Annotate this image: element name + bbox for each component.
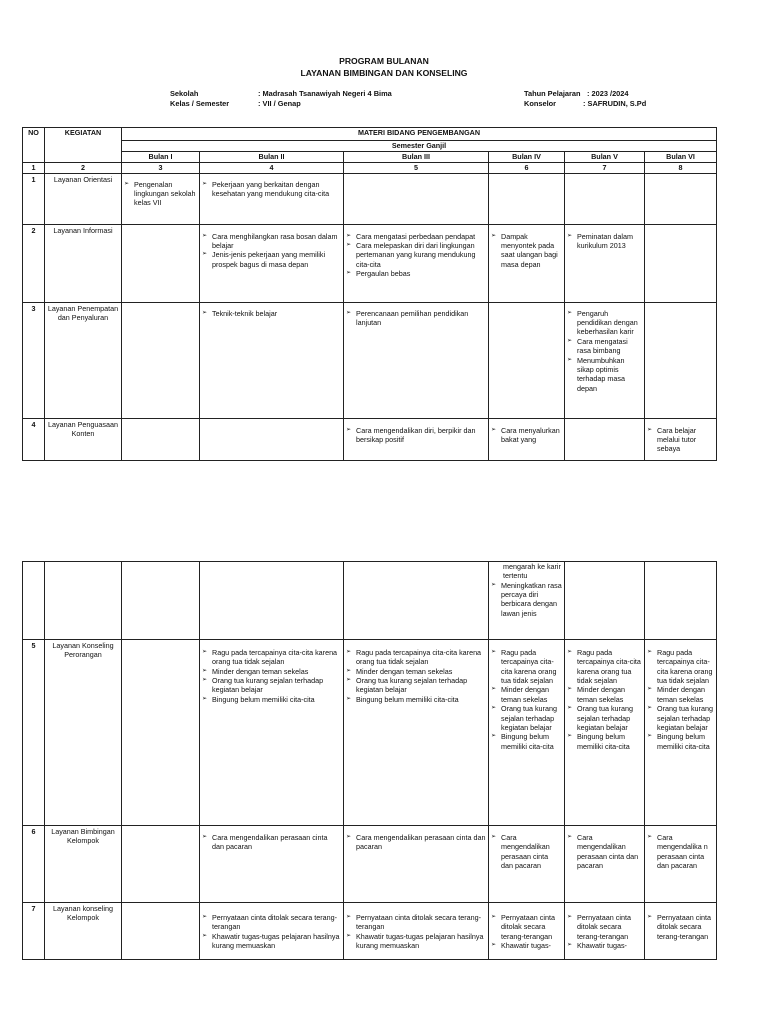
month-header: Bulan III (344, 151, 489, 162)
bullet-list (346, 913, 486, 950)
list-item-text: Cara mengendalikan diri, berpikir dan bersikap positif (356, 425, 476, 445)
month-cell (122, 302, 200, 418)
arrowhead-bullet-icon: ➢ (491, 581, 497, 588)
row-number: 4 (23, 418, 45, 460)
list-item-text: Minder dengan teman sekelas (356, 666, 453, 676)
bullet-list (346, 232, 486, 279)
arrowhead-bullet-icon: ➢ (124, 180, 130, 187)
row-number: 1 (23, 173, 45, 224)
arrowhead-bullet-icon: ➢ (491, 914, 497, 920)
month-cell (122, 640, 200, 826)
list-item (567, 732, 642, 751)
arrowhead-bullet-icon: ➢ (567, 705, 573, 712)
list-item (567, 337, 642, 356)
arrowhead-bullet-icon: ➢ (202, 932, 208, 939)
arrowhead-bullet-icon: ➢ (346, 932, 352, 939)
month-cell (645, 418, 717, 460)
arrowhead-bullet-icon: ➢ (491, 426, 497, 433)
list-item (491, 581, 562, 618)
list-item-text: Cara mengendalikan perasaan cinta dan pacaran (501, 833, 550, 871)
month-cell (565, 418, 645, 460)
list-item (491, 685, 562, 704)
arrowhead-bullet-icon: ➢ (567, 686, 573, 693)
arrowhead-bullet-icon: ➢ (202, 251, 208, 258)
column-number: 7 (565, 162, 645, 173)
table-row (23, 173, 717, 224)
list-item (491, 833, 562, 870)
arrowhead-bullet-icon: ➢ (346, 426, 352, 433)
empty-cell (23, 562, 45, 640)
list-item-text: Bingung belum memiliki cita-cita (657, 732, 710, 751)
list-item-text: Bingung belum memiliki cita-cita (356, 694, 459, 704)
list-item (202, 250, 341, 269)
table-row (23, 302, 717, 418)
arrowhead-bullet-icon: ➢ (567, 834, 573, 840)
arrowhead-bullet-icon: ➢ (491, 232, 497, 239)
list-item (124, 180, 197, 208)
month-header: Bulan II (200, 151, 344, 162)
table-row (23, 562, 717, 640)
list-item (567, 356, 642, 393)
arrowhead-bullet-icon: ➢ (567, 942, 573, 949)
list-item-text: Khawatir tugas-tugas pelajaran hasilnya kurang memuaskan (212, 931, 340, 951)
month-cell (645, 903, 717, 960)
list-item (647, 704, 714, 732)
month-cell (489, 418, 565, 460)
list-item (346, 695, 486, 704)
arrowhead-bullet-icon: ➢ (647, 649, 653, 655)
empty-cell (122, 562, 200, 640)
list-item (202, 180, 341, 199)
semester-header: Semester Ganjil (122, 141, 717, 152)
row-kegiatan: Layanan Penempatan dan Penyaluran (45, 302, 122, 418)
list-item-text: Pernyataan cinta ditolak secara terang-terangan (657, 913, 711, 941)
row-kegiatan: Layanan Informasi (45, 224, 122, 302)
list-item-text: Minder dengan teman sekelas (212, 666, 309, 676)
list-item (491, 732, 562, 751)
table-row (23, 826, 717, 903)
list-item (346, 269, 486, 278)
list-item (491, 913, 562, 941)
list-item-text: Cara melepaskan diri dari lingkungan pertemanan yang kurang mendukung cita-cita (356, 241, 476, 269)
month-cell (344, 224, 489, 302)
sekolah-value: : Madrasah Tsanawiyah Negeri 4 Bima (258, 89, 392, 98)
arrowhead-bullet-icon: ➢ (202, 834, 208, 840)
month-cell (344, 826, 489, 903)
list-item (647, 426, 714, 454)
list-item (202, 833, 341, 852)
list-item (346, 426, 486, 445)
row-kegiatan: Layanan Bimbingan Kelompok (45, 826, 122, 903)
program-title: PROGRAM BULANAN (339, 56, 429, 66)
table-row (23, 418, 717, 460)
arrowhead-bullet-icon: ➢ (491, 649, 497, 655)
month-header: Bulan VI (645, 151, 717, 162)
row-kegiatan: Layanan Penguasaan Konten (45, 418, 122, 460)
arrowhead-bullet-icon: ➢ (567, 356, 573, 363)
month-header: Bulan IV (489, 151, 565, 162)
bullet-list (346, 426, 486, 445)
list-item (346, 676, 486, 695)
arrowhead-bullet-icon: ➢ (567, 337, 573, 344)
list-item-text: Pengaruh pendidikan dengan keberhasilan karir (577, 308, 638, 337)
bullet-list (124, 180, 197, 208)
list-item (567, 648, 642, 685)
arrowhead-bullet-icon: ➢ (346, 270, 352, 277)
list-item (202, 232, 341, 251)
list-item-text: Ragu pada tercapainya cita-cita karena orang tua tidak sejalan (577, 648, 641, 686)
month-cell (344, 302, 489, 418)
list-item (202, 932, 341, 951)
tahun-value: : 2023 /2024 (587, 89, 629, 98)
bullet-list (202, 913, 341, 950)
list-item-text: Jenis-jenis pekerjaan yang memiliki prospek bagus di masa depan (212, 250, 326, 269)
bullet-list (202, 833, 341, 852)
arrowhead-bullet-icon: ➢ (346, 649, 352, 655)
arrowhead-bullet-icon: ➢ (567, 232, 573, 239)
list-item (202, 648, 341, 667)
kelas-label: Kelas / Semester (170, 99, 230, 108)
month-cell (489, 224, 565, 302)
arrowhead-bullet-icon: ➢ (491, 834, 497, 840)
bullet-list (491, 648, 562, 751)
list-item (567, 685, 642, 704)
table-row (23, 224, 717, 302)
list-item-text: Cara mengendalika n perasaan cinta dan pacaran (657, 833, 708, 871)
row-number: 7 (23, 903, 45, 960)
month-cell (200, 826, 344, 903)
table-row (23, 903, 717, 960)
konselor-value: : SAFRUDIN, S.Pd (583, 99, 647, 108)
arrowhead-bullet-icon: ➢ (491, 942, 497, 949)
month-cell (645, 826, 717, 903)
list-item-text: Pernyataan cinta ditolak secara terang-terangan (356, 913, 482, 932)
materi-header: MATERI BIDANG PENGEMBANGAN (122, 128, 717, 141)
bullet-list (491, 426, 562, 445)
list-item-text: Ragu pada tercapainya cita-cita karena orang tua tidak sejalan (356, 648, 482, 667)
list-item-text: Orang tua kurang sejalan terhadap kegiatan belajar (657, 704, 713, 732)
list-item-text: Bingung belum memiliki cita-cita (212, 694, 315, 704)
bullet-list (491, 913, 562, 950)
list-item (346, 648, 486, 667)
list-item (491, 648, 562, 685)
list-item (346, 232, 486, 241)
list-item-text: Khawatir tugas-tugas pelajaran hasilnya kurang memuaskan (356, 931, 484, 951)
empty-cell (565, 562, 645, 640)
arrowhead-bullet-icon: ➢ (346, 667, 352, 674)
list-item-text: Pergaulan bebas (356, 269, 411, 279)
list-item-text: Dampak menyontek pada saat ulangan bagi masa depan (501, 231, 558, 269)
list-item-text: Orang tua kurang sejalan terhadap kegiatan belajar (212, 676, 324, 695)
list-item-text: Cara mengendalikan perasaan cinta dan pacaran (212, 833, 328, 852)
empty-cell (344, 562, 489, 640)
arrowhead-bullet-icon: ➢ (346, 834, 352, 840)
arrowhead-bullet-icon: ➢ (491, 686, 497, 693)
list-item-text: Minder dengan teman sekelas (657, 685, 705, 704)
bullet-list (346, 648, 486, 704)
month-cell (200, 173, 344, 224)
list-item-text: Cara menyalurkan bakat yang (501, 425, 560, 445)
arrowhead-bullet-icon: ➢ (202, 309, 208, 316)
bullet-list (567, 648, 642, 751)
list-item (647, 648, 714, 685)
arrowhead-bullet-icon: ➢ (202, 649, 208, 655)
month-cell (565, 826, 645, 903)
list-item (491, 941, 562, 950)
month-cell (565, 224, 645, 302)
list-item (647, 732, 714, 751)
arrowhead-bullet-icon: ➢ (567, 914, 573, 920)
continued-text: mengarah ke karir tertentu (503, 562, 561, 581)
arrowhead-bullet-icon: ➢ (346, 695, 352, 702)
list-item-text: Khawatir tugas- (577, 941, 627, 951)
column-number: 5 (344, 162, 489, 173)
month-cell (344, 418, 489, 460)
arrowhead-bullet-icon: ➢ (202, 180, 208, 187)
month-cell (565, 173, 645, 224)
bullet-list (202, 309, 341, 318)
list-item (567, 309, 642, 337)
list-item-text: Menumbuhkan sikap optimis terhadap masa depan (577, 355, 625, 393)
list-item (567, 232, 642, 251)
month-cell (122, 903, 200, 960)
month-cell (344, 640, 489, 826)
month-cell (200, 418, 344, 460)
row-number: 2 (23, 224, 45, 302)
empty-cell (645, 562, 717, 640)
list-item (647, 913, 714, 941)
list-item (202, 667, 341, 676)
list-item-text: Pernyataan cinta ditolak secara terang-terangan (577, 913, 631, 941)
arrowhead-bullet-icon: ➢ (647, 733, 653, 740)
month-cell (489, 903, 565, 960)
column-number: 1 (23, 162, 45, 173)
list-item-text: Cara menghilangkan rasa bosan dalam belajar (212, 231, 338, 251)
row-number: 6 (23, 826, 45, 903)
month-cell (344, 903, 489, 960)
row-number: 3 (23, 302, 45, 418)
list-item-text: Pernyataan cinta ditolak secara terang-terangan (501, 913, 555, 941)
list-item-text: Orang tua kurang sejalan terhadap kegiatan belajar (501, 704, 557, 732)
month-cell (122, 173, 200, 224)
bullet-list (567, 232, 642, 251)
month-cell (489, 640, 565, 826)
arrowhead-bullet-icon: ➢ (346, 677, 352, 684)
list-item-text: Orang tua kurang sejalan terhadap kegiatan belajar (356, 676, 468, 695)
row-kegiatan: Layanan Konseling Perorangan (45, 640, 122, 826)
bullet-list (202, 232, 341, 269)
bullet-list (346, 833, 486, 852)
month-cell (489, 302, 565, 418)
list-item-text: Cara mengendalikan perasaan cinta dan pacaran (577, 833, 639, 871)
month-cell (489, 562, 565, 640)
arrowhead-bullet-icon: ➢ (647, 426, 653, 433)
month-cell (565, 640, 645, 826)
bullet-list (647, 648, 714, 751)
bullet-list (567, 309, 642, 393)
row-kegiatan: Layanan konseling Kelompok (45, 903, 122, 960)
month-cell (200, 640, 344, 826)
arrowhead-bullet-icon: ➢ (647, 914, 653, 920)
list-item-text: Meningkatkan rasa percaya diri berbicara dengan lawan jenis (501, 580, 562, 618)
list-item-text: Orang tua kurang sejalan terhadap kegiatan belajar (577, 704, 633, 732)
program-table-continued (22, 561, 717, 960)
list-item (346, 241, 486, 269)
list-item-text: Pekerjaan yang berkaitan dengan kesehatan yang mendukung cita-cita (212, 179, 330, 199)
list-item (567, 941, 642, 950)
column-number: 8 (645, 162, 717, 173)
list-item-text: Minder dengan teman sekelas (577, 685, 625, 704)
list-item (567, 913, 642, 941)
arrowhead-bullet-icon: ➢ (202, 695, 208, 702)
month-cell (122, 224, 200, 302)
bullet-list (647, 426, 714, 454)
list-item-text: Peminatan dalam kurikulum 2013 (577, 231, 633, 251)
no-header: NO (23, 128, 45, 163)
list-item-text: Cara mengendalikan perasaan cinta dan pacaran (356, 833, 486, 852)
list-item (202, 309, 341, 318)
arrowhead-bullet-icon: ➢ (647, 686, 653, 693)
month-cell (565, 302, 645, 418)
list-item (647, 685, 714, 704)
list-item-text: Teknik-teknik belajar (212, 308, 278, 318)
list-item-text: Bingung belum memiliki cita-cita (577, 732, 630, 751)
arrowhead-bullet-icon: ➢ (567, 649, 573, 655)
month-cell (645, 173, 717, 224)
arrowhead-bullet-icon: ➢ (346, 232, 352, 239)
bullet-list (491, 581, 562, 618)
konselor-label: Konselor (524, 99, 557, 108)
month-cell (489, 826, 565, 903)
arrowhead-bullet-icon: ➢ (346, 914, 352, 920)
row-number: 5 (23, 640, 45, 826)
arrowhead-bullet-icon: ➢ (346, 309, 352, 316)
month-cell (489, 173, 565, 224)
bullet-list (647, 833, 714, 870)
arrowhead-bullet-icon: ➢ (491, 705, 497, 712)
tahun-label: Tahun Pelajaran (524, 89, 581, 98)
list-item (491, 426, 562, 445)
empty-cell (200, 562, 344, 640)
arrowhead-bullet-icon: ➢ (567, 309, 573, 316)
arrowhead-bullet-icon: ➢ (202, 667, 208, 674)
column-number: 6 (489, 162, 565, 173)
list-item-text: Khawatir tugas- (501, 941, 551, 951)
program-subtitle: LAYANAN BIMBINGAN DAN KONSELING (300, 68, 468, 78)
column-number: 2 (45, 162, 122, 173)
list-item (567, 704, 642, 732)
list-item-text: Bingung belum memiliki cita-cita (501, 732, 554, 751)
bullet-list (491, 232, 562, 269)
list-item-text: Pengenalan lingkungan sekolah kelas VII (134, 179, 196, 208)
list-item-text: Cara mengatasi rasa bimbang (577, 336, 628, 356)
month-cell (122, 418, 200, 460)
month-cell (200, 903, 344, 960)
month-header: Bulan V (565, 151, 645, 162)
bullet-list (567, 833, 642, 870)
month-header: Bulan I (122, 151, 200, 162)
month-cell (122, 826, 200, 903)
list-item (491, 704, 562, 732)
month-cell (200, 224, 344, 302)
bullet-list (202, 180, 341, 199)
row-kegiatan: Layanan Orientasi (45, 173, 122, 224)
list-item (491, 232, 562, 269)
list-item-text: Minder dengan teman sekelas (501, 685, 549, 704)
month-cell (565, 903, 645, 960)
list-item (202, 695, 341, 704)
arrowhead-bullet-icon: ➢ (202, 914, 208, 920)
sekolah-label: Sekolah (170, 89, 199, 98)
month-cell (645, 224, 717, 302)
column-number: 3 (122, 162, 200, 173)
list-item (202, 676, 341, 695)
table-row (23, 640, 717, 826)
list-item (346, 833, 486, 852)
month-cell (344, 173, 489, 224)
arrowhead-bullet-icon: ➢ (346, 242, 352, 249)
arrowhead-bullet-icon: ➢ (491, 733, 497, 740)
bullet-list (491, 833, 562, 870)
list-item (346, 309, 486, 328)
bullet-list (202, 648, 341, 704)
month-cell (200, 302, 344, 418)
arrowhead-bullet-icon: ➢ (202, 677, 208, 684)
list-item-text: Ragu pada tercapainya cita-cita karena orang tua tidak sejalan (657, 648, 713, 686)
list-item (346, 913, 486, 932)
column-number: 4 (200, 162, 344, 173)
list-item-text: Ragu pada tercapainya cita-cita karena orang tua tidak sejalan (501, 648, 557, 686)
list-item-text: Cara mengatasi perbedaan pendapat (356, 231, 476, 241)
empty-cell (45, 562, 122, 640)
arrowhead-bullet-icon: ➢ (202, 232, 208, 239)
list-item-text: Perencanaan pemilihan pendidikan lanjutan (356, 308, 469, 328)
bullet-list (567, 913, 642, 950)
list-item (346, 932, 486, 951)
list-item (202, 913, 341, 932)
list-item (647, 833, 714, 870)
list-item-text: Ragu pada tercapainya cita-cita karena orang tua tidak sejalan (212, 648, 338, 667)
kelas-value: : VII / Genap (258, 99, 301, 108)
arrowhead-bullet-icon: ➢ (647, 705, 653, 712)
month-cell (645, 302, 717, 418)
list-item (567, 833, 642, 870)
kegiatan-header: KEGIATAN (45, 128, 122, 163)
month-cell (645, 640, 717, 826)
bullet-list (346, 309, 486, 328)
list-item (346, 667, 486, 676)
bullet-list (647, 913, 714, 941)
program-table (22, 127, 717, 461)
list-item-text: Cara belajar melalui tutor sebaya (657, 425, 697, 454)
arrowhead-bullet-icon: ➢ (567, 733, 573, 740)
list-item-text: Pernyataan cinta ditolak secara terang-terangan (212, 913, 338, 932)
arrowhead-bullet-icon: ➢ (647, 834, 653, 840)
